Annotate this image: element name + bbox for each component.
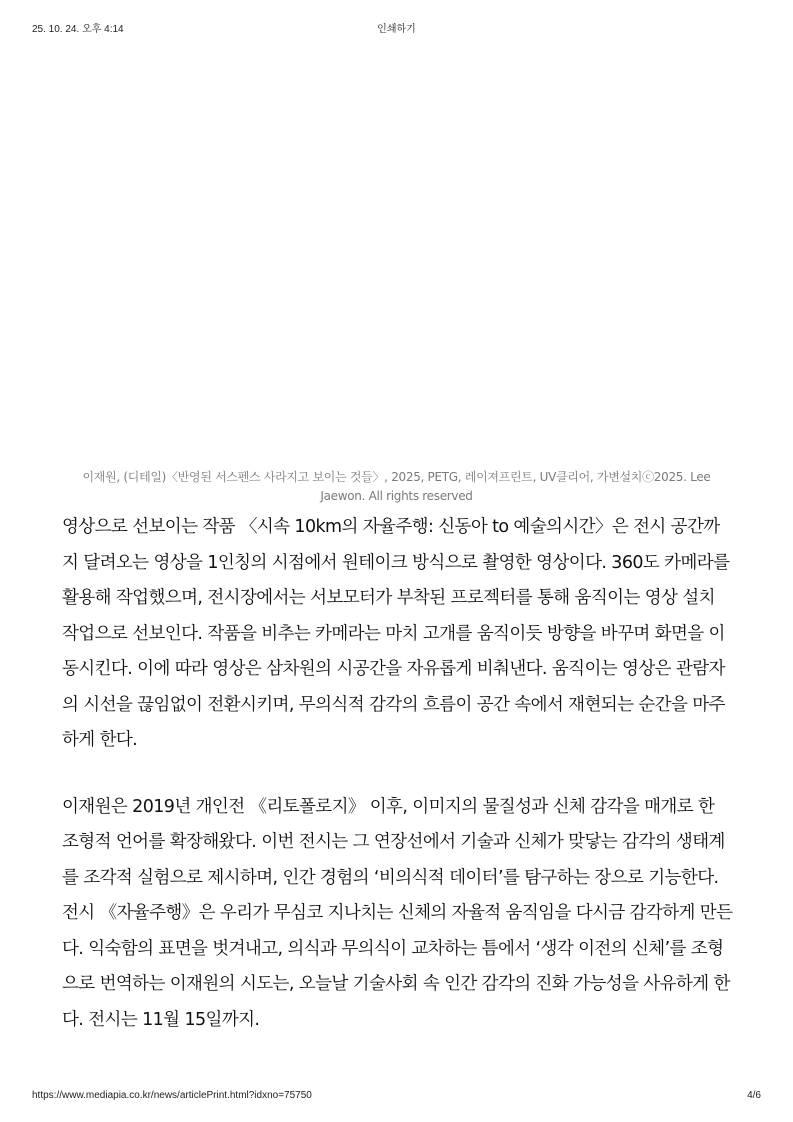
print-header [32, 20, 761, 36]
print-title: 인쇄하기 [377, 24, 416, 35]
print-date: 25. 10. 24. 오후 4:14 [32, 24, 124, 35]
page-url: https://www.mediapia.co.kr/news/articlePrint.html?idxno=75750 [32, 1090, 312, 1101]
print-footer [32, 1090, 761, 1106]
article-image [62, 44, 731, 454]
page-number: 4/6 [747, 1090, 761, 1101]
article-paragraph: 이재원은 2019년 개인전 《리토폴로지》 이후, 이미지의 물질성과 신체 감각을 매개로 한 조형적 언어를 확장해왔다. 이번 전시는 그 연장선에서 기술과 신체가 맞닿는 감각의 생태계를 조각적 실험으로 제시하며, 인간 경험의 ‘비의식적 데이터’를 탐구하는 장으로 기능한다. 전시 《자율주행》은 우리가 무심코 지나치는 신체의 자율적 움직임을 다시금 감각하게 만든다. 익숙함의 표면을 벗겨내고, 의식과 무의식이 교차하는 틈에서 ‘생각 이전의 신체’를 조형으로 번역하는 이재원의 시도는, 오늘날 기술사회 속 인간 감각의 진화 가능성을 사유하게 한다. 전시는 11월 15일까지. [62, 796, 733, 1030]
article-paragraph: 영상으로 선보이는 작품 〈시속 10km의 자율주행: 신동아 to 예술의시간〉은 전시 공간까지 달려오는 영상을 1인칭의 시점에서 원테이크 방식으로 촬영한 영상이다. 360도 카메라를 활용해 작업했으며, 전시장에서는 서보모터가 부착된 프로젝터를 통해 움직이는 영상 설치 작업으로 선보인다. 작품을 비추는 카메라는 마치 고개를 움직이듯 방향을 바꾸며 화면을 이동시킨다. 이에 따라 영상은 삼차원의 시공간을 자유롭게 비춰낸다. 움직이는 영상은 관람자의 시선을 끊임없이 전환시키며, 무의식적 감각의 흐름이 공간 속에서 재현되는 순간을 마주하게 한다. [62, 517, 730, 750]
article-body [62, 510, 733, 1069]
image-caption: 이재원, (디테일)〈반영된 서스펜스 사라지고 보이는 것들〉, 2025, PETG, 레이져프린트, UV클리어, 가변설치ⓒ2025. Lee Jaewon. All rights reserved [82, 470, 711, 503]
